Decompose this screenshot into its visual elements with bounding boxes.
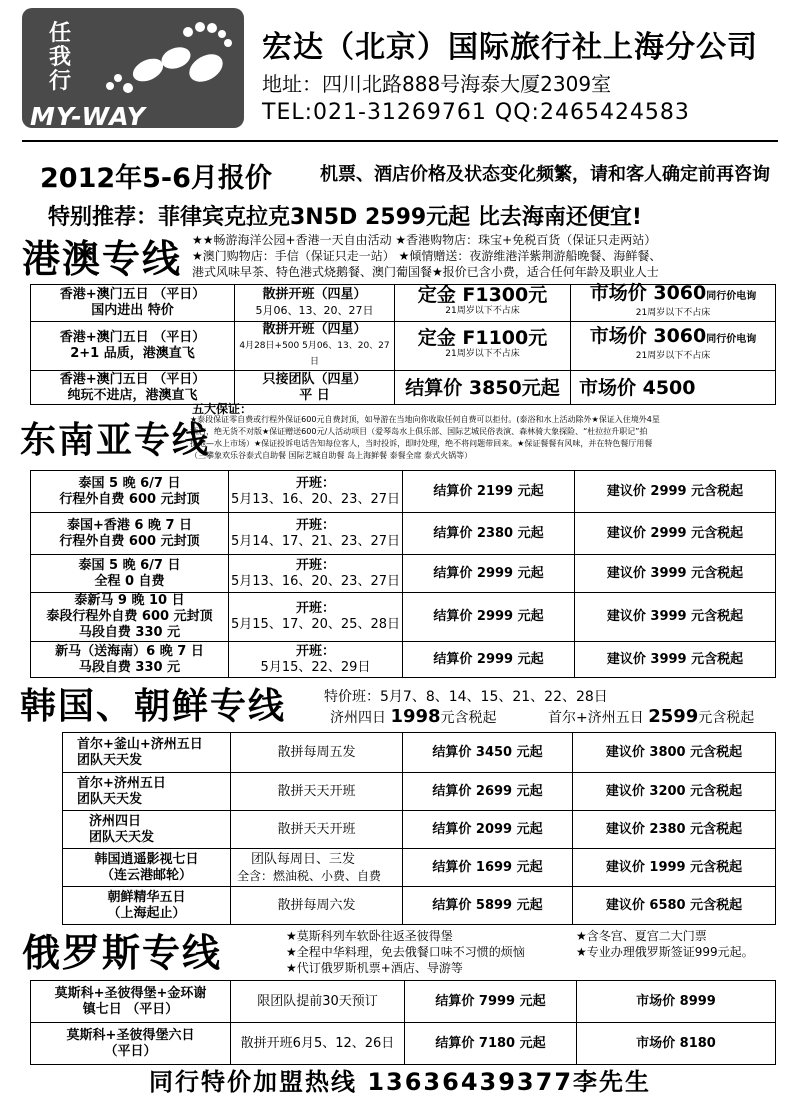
hotline: 同行特价加盟热线 13636439377李先生 [148,1068,652,1096]
section-title-korea: 韩国、朝鲜专线 [20,685,287,727]
table-row: 香港+澳门五日 （平日） 2+1 品质，港澳直飞 散拼开班（四星） 4月28日+500 5月06、13、20、27日 定金 F1100元 21周岁以下不占床 市场价 3060同行价电询 21周岁以下不占床 [31,322,776,371]
sea-notes: ★泰段保证零自费或行程外保证600元自费封顶，如导游在当地向你收取任何自费可以拒付。(泰浴和水上活动除外★保证入住境外4星 酒店，绝无货不对版★保证赠送600元/人活动项目（爱琴岛水上俱乐部、国际艺城民俗表演、森林骑大象探险、“杜拉拉升职记”拍 摄地—水上市场）★保证投诉电话告知每位客人，当时投诉，即时处理，绝不将问题带回来。★保证餐餐有风味，并在特色餐厅用餐 （三攀象欢乐谷泰式自助餐 国际艺城自助餐 岛上海鲜餐 泰餐全席 泰式火锅等） [190,415,660,460]
company-logo [22,8,244,128]
korea-seoul-offer: 首尔+济州五日 2599元含税起 [548,706,755,727]
table-row: 韩国逍遥影视七日 （连云港邮轮） 团队每周日、三发 全含：燃油税、小费、自费 结算价 1699 元起 建议价 1999 元含税起 [63,849,776,887]
table-row: 朝鲜精华五日 （上海起止） 散拼每周六发 结算价 5899 元起 建议价 6580 元含税起 [63,887,776,925]
table-row: 莫斯科+圣彼得堡六日 （平日） 散拼开班6月5、12、26日 结算价 7180 元起 市场价 8180 [31,1023,776,1065]
footprints-icon [88,18,238,100]
company-contact: TEL:021-31269761 QQ:2465424583 [262,100,690,125]
table-row: 香港+澳门五日 （平日） 国内进出 特价 散拼开班（四星） 5月06、13、20、27日 定金 F1300元 21周岁以下不占床 市场价 3060同行价电询 21周岁以下不占床 [31,285,776,322]
table-row: 莫斯科+圣彼得堡+金环谢 镇七日 （平日） 限团队提前30天预订 结算价 7999 元起 市场价 8999 [31,981,776,1023]
hk-price-table [30,284,776,405]
russia-notes-right: ★含冬宫、夏宫二大门票 ★专业办理俄罗斯签证999元起。 [576,929,754,959]
table-row: 首尔+釜山+济州五日 团队天天发 散拼每周五发 结算价 3450 元起 建议价 3800 元含税起 [63,733,776,773]
table-row: 泰国 5 晚 6/7 日 全程 0 自费 开班： 5月13、16、20、23、27日 结算价 2999 元起 建议价 3999 元含税起 [31,555,776,593]
korea-jeju-offer: 济州四日 1998元含税起 [330,706,497,727]
company-address: 地址：四川北路888号海泰大厦2309室 [262,72,612,96]
table-row: 香港+澳门五日 （平日） 纯玩不进店，港澳直飞 只接团队（四星） 平 日 结算价 3850元起 市场价 4500 [31,371,776,405]
logo-en-text: MY-WAY [30,102,146,128]
korea-special-dates: 特价班：5月7、8、14、15、21、22、28日 [324,689,608,705]
table-row: 济州四日 团队天天发 散拼天天开班 结算价 2099 元起 建议价 2380 元含税起 [63,811,776,849]
table-row: 首尔+济州五日 团队天天发 散拼天天开班 结算价 2699 元起 建议价 3200 元含税起 [63,773,776,811]
table-row: 泰国+香港 6 晚 7 日 行程外自费 600 元封顶 开班： 5月14、17、21、23、27日 结算价 2380 元起 建议价 2999 元含税起 [31,513,776,555]
promo-line: 特别推荐：菲律宾克拉克3N5D 2599元起 比去海南还便宜! [48,205,642,230]
header-divider [22,140,778,142]
hk-notes: ★★畅游海洋公园+香港一天自由活动 ★香港购物店：珠宝+免税百货（保证只走两站） ★澳门购物店：手信（保证只走一站） ★倾情赠送：夜游维港洋紫荆游船晚餐、海鲜餐、 港式风味早茶、特色港式烧鹅餐、澳门葡国餐★报价已含小费，适合任何年龄及职业人士 [192,233,662,279]
sea-price-table [30,470,776,678]
logo-cn-text: 任我行 [48,21,71,94]
section-title-sea: 东南亚专线 [20,419,211,461]
section-title-hk: 港澳专线 [22,236,183,281]
korea-price-table [62,732,776,925]
table-row: 泰国 5 晚 6/7 日 行程外自费 600 元封顶 开班： 5月13、16、20、23、27日 结算价 2199 元起 建议价 2999 元含税起 [31,471,776,513]
section-title-russia: 俄罗斯专线 [22,930,223,975]
russia-notes-left: ★莫斯科列车软卧往返圣彼得堡 ★全程中华料理，免去俄餐口味不习惯的烦恼 ★代订俄罗斯机票+酒店、导游等 [286,929,525,975]
russia-price-table [30,980,776,1065]
table-row: 泰新马 9 晚 10 日 泰段行程外自费 600 元封顶 马段自费 330 元 开班： 5月15、17、20、25、28日 结算价 2999 元起 建议价 3999 元含税起 [31,593,776,642]
title-note: 机票、酒店价格及状态变化频繁，请和客人确定前再咨询 [320,164,770,185]
company-name: 宏达（北京）国际旅行社上海分公司 [262,30,758,65]
page-title: 2012年5-6月报价 [40,163,272,194]
table-row: 新马（送海南）6 晚 7 日 马段自费 330 元 开班： 5月15、22、29日 结算价 2999 元起 建议价 3999 元含税起 [31,642,776,678]
sea-guarantee-title: 五大保证： [192,402,253,416]
